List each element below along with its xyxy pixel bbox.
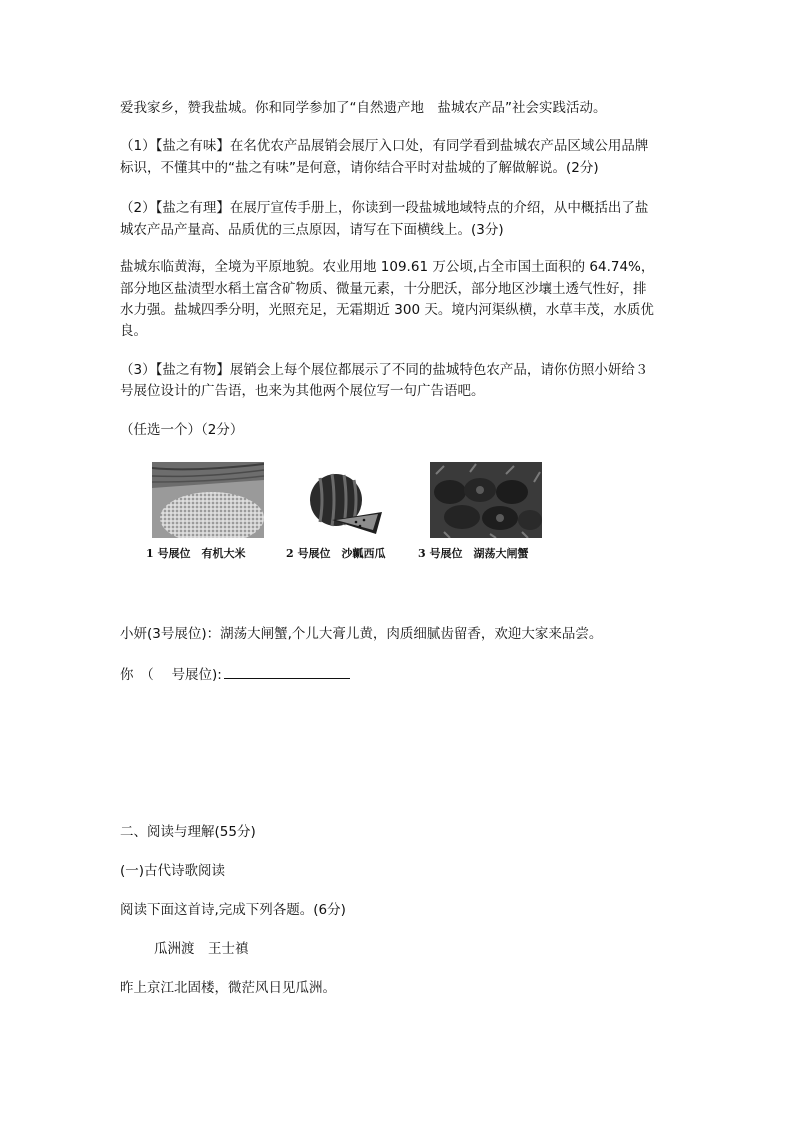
- q1-line-1: （1）【盐之有味】在名优农产品展销会展厅入口处，有同学看到盐城农产品区域公用品牌: [120, 138, 649, 154]
- q3-line-2: 号展位设计的广告语，也来为其他两个展位写一句广告语吧。: [120, 383, 485, 399]
- exhibit-2-caption: 2 号展位 沙瓤西瓜: [286, 547, 386, 560]
- exhibit-1-caption: 1 号展位 有机大米: [146, 547, 246, 560]
- section-2-instruction: 阅读下面这首诗,完成下列各题。(6分): [120, 902, 346, 918]
- q2-line-2: 城农产品产量高、品质优的三点原因，请写在下面横线上。(3分): [120, 222, 504, 238]
- answer-line: [120, 664, 350, 685]
- q2-line-1: （2）【盐之有理】在展厅宣传手册上，你读到一段盐城地域特点的介绍，从中概括出了盐: [120, 200, 649, 216]
- answer-blank[interactable]: [224, 664, 350, 679]
- passage-line-3: 水力强。盐城四季分明，光照充足，无霜期近 300 天。境内河渠纵横，水草丰茂，水质优: [120, 302, 654, 318]
- q3-line-1: （3）【盐之有物】展销会上每个展位都展示了不同的盐城特色农产品，请你仿照小妍给３: [120, 362, 649, 378]
- passage-line-2: 部分地区盐渍型水稻土富含矿物质、微量元素，十分肥沃，部分地区沙壤土透气性好，排: [120, 281, 647, 297]
- example-ad: 小妍(3号展位)：湖荡大闸蟹,个儿大膏儿黄，肉质细腻齿留香，欢迎大家来品尝。: [120, 626, 603, 642]
- poem-line-1: 昨上京江北固楼，微茫风日见瓜洲。: [120, 980, 336, 996]
- section-2-sub: (一)古代诗歌阅读: [120, 863, 226, 879]
- q3-note: （任选一个）（2分）: [120, 422, 244, 438]
- intro-line: 爱我家乡，赞我盐城。你和同学参加了“自然遗产地 盐城农产品”社会实践活动。: [120, 100, 607, 116]
- q1-line-2: 标识，不懂其中的“盐之有味”是何意，请你结合平时对盐城的了解做解说。(2分): [120, 160, 599, 176]
- poem-title: 瓜洲渡 王士禛: [154, 941, 249, 957]
- answer-prompt: 你 （ 号展位):: [120, 667, 222, 683]
- rice-photo-icon: [152, 462, 264, 538]
- exhibit-3-caption: 3 号展位 湖荡大闸蟹: [418, 547, 529, 560]
- passage-line-4: 良。: [120, 323, 147, 339]
- passage-line-1: 盐城东临黄海，全境为平原地貌。农业用地 109.61 万公顷,占全市国土面积的 64.74%，: [120, 259, 655, 275]
- section-2-title: 二、阅读与理解(55分): [120, 824, 256, 840]
- watermelon-photo-icon: [290, 462, 402, 538]
- crab-photo-icon: [430, 462, 542, 538]
